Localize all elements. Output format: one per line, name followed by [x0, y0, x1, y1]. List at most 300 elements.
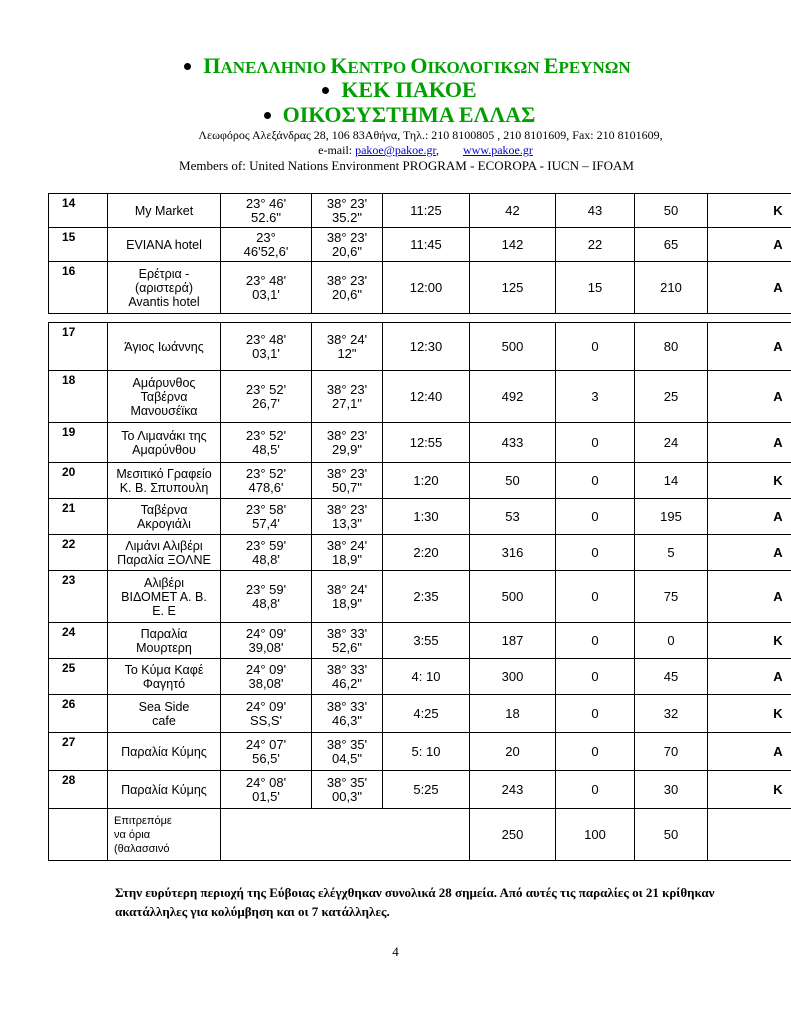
latitude	[312, 695, 383, 733]
cell-value: 187	[501, 632, 524, 648]
empty-cell	[221, 809, 470, 861]
cell-line: 57,4'	[252, 515, 280, 531]
limit-value-2	[556, 809, 635, 861]
cell-value: 125	[501, 279, 524, 295]
cell-value: K	[773, 632, 783, 648]
cell-value: 0	[591, 544, 599, 560]
cell-value: K	[773, 705, 783, 721]
cell-value: 210	[660, 279, 682, 295]
cell-value: 0	[591, 338, 599, 354]
cell-line: 38° 23'	[326, 427, 368, 443]
sample-time	[383, 499, 470, 535]
cell-line: 23° 48'	[245, 331, 287, 347]
ecosystem-line	[8, 102, 791, 128]
value-3	[635, 262, 708, 314]
limits-row	[49, 809, 791, 861]
sample-number	[49, 623, 108, 659]
location-name	[108, 733, 221, 771]
cell-line: My Market	[134, 203, 194, 218]
cell-value: 0	[667, 632, 675, 648]
cell-value: 195	[660, 508, 682, 524]
table-row	[49, 423, 791, 463]
cell-line: 52.6"	[251, 209, 281, 225]
location-name	[108, 571, 221, 623]
cell-value: 0	[591, 668, 599, 684]
table-row	[49, 659, 791, 695]
sample-number	[49, 228, 108, 262]
cell-value: A	[773, 544, 783, 560]
cell-value: 3:55	[413, 632, 439, 648]
table-row	[49, 228, 791, 262]
limit-value-1	[470, 809, 556, 861]
location-name	[108, 695, 221, 733]
category	[708, 262, 791, 314]
cell-value: 11:25	[410, 202, 442, 218]
cell-value: 18	[505, 705, 520, 721]
value-3	[635, 423, 708, 463]
sample-time	[383, 695, 470, 733]
cell-line: Ταβέρνα	[140, 389, 188, 404]
cell-line: 38° 23'	[326, 195, 368, 211]
cell-value: 12:40	[409, 388, 443, 404]
table-row	[49, 771, 791, 809]
cell-value: 80	[663, 338, 679, 354]
value-2	[556, 463, 635, 499]
cell-value: K	[773, 781, 783, 797]
cell-value: A	[773, 338, 783, 354]
cell-value: 243	[501, 781, 524, 797]
limit-value-3	[635, 809, 708, 861]
address: Λεωφόρος Αλεξάνδρας 28, 106 83Αθήνα, Τηλ.: 210 8100805 , 210 8101609, Fax: 210 8101609,	[198, 128, 663, 142]
value-2	[556, 535, 635, 571]
cell-line: 56,5'	[252, 750, 280, 766]
sample-time	[383, 194, 470, 228]
value-1	[470, 535, 556, 571]
cell-line: 38° 24'	[326, 331, 368, 347]
cell-line: 38° 23'	[326, 465, 368, 481]
cell-line: 18,9"	[332, 551, 362, 567]
sample-time	[383, 323, 470, 371]
value-2	[556, 194, 635, 228]
cell-line: 23°	[256, 229, 276, 245]
category	[708, 371, 791, 423]
cell-value: 0	[591, 781, 599, 797]
cell-value: 26	[62, 697, 76, 711]
cell-value: 316	[501, 544, 524, 560]
cell-line: 00,3"	[332, 788, 362, 804]
longitude	[221, 423, 312, 463]
longitude	[221, 571, 312, 623]
location-name	[108, 499, 221, 535]
cell-line: 38,08'	[248, 675, 284, 691]
latitude	[312, 463, 383, 499]
sample-time	[383, 571, 470, 623]
cell-line: 39,08'	[248, 639, 284, 655]
cell-value: 1:20	[413, 472, 439, 488]
cell-value: A	[773, 236, 783, 252]
cell-value: 17	[62, 325, 76, 339]
sample-time	[383, 262, 470, 314]
cell-line: 20,6"	[332, 286, 362, 302]
cell-line: ΒΙΔΟΜΕΤ Α. Β.	[121, 589, 207, 604]
cell-value: 0	[591, 743, 599, 759]
value-1	[470, 771, 556, 809]
value-2	[556, 371, 635, 423]
cell-line: Λιμάνι Αλιβέρι	[125, 538, 203, 553]
cell-value: A	[773, 588, 783, 604]
table-row	[49, 733, 791, 771]
cell-line: SS,S'	[249, 712, 283, 728]
cell-line: 38° 33'	[326, 661, 368, 677]
cell-value: 1:30	[413, 508, 439, 524]
cell-value: 43	[587, 202, 603, 218]
cell-line: 46,2"	[332, 675, 362, 691]
cell-value: 18	[62, 373, 76, 387]
category	[708, 733, 791, 771]
cell-value: 500	[501, 588, 524, 604]
cell-line: cafe	[152, 713, 176, 728]
cell-line: 38° 23'	[326, 229, 368, 245]
cell-value: 4:25	[413, 705, 439, 721]
cell-value: 250	[501, 826, 524, 842]
cell-value: 50	[505, 472, 520, 488]
cell-line: 13,3"	[332, 515, 362, 531]
sample-number	[49, 194, 108, 228]
cell-value: 22	[587, 236, 603, 252]
value-3	[635, 228, 708, 262]
cell-line: 23° 52'	[245, 465, 287, 481]
cell-line: 38° 35'	[326, 774, 368, 790]
sample-number	[49, 695, 108, 733]
latitude	[312, 623, 383, 659]
cell-value: 50	[663, 202, 679, 218]
value-3	[635, 323, 708, 371]
kek-name: ΚΕΚ ΠΑΚΟΕ	[341, 77, 477, 102]
sample-time	[383, 659, 470, 695]
cell-line: 478,6'	[248, 479, 284, 495]
category	[708, 323, 791, 371]
cell-value: 24	[62, 625, 76, 639]
table-row	[49, 323, 791, 371]
cell-value: 14	[663, 472, 679, 488]
cell-value: 42	[505, 202, 520, 218]
cell-line: (αριστερά)	[134, 280, 193, 295]
value-1	[470, 371, 556, 423]
value-1	[470, 733, 556, 771]
cell-value: 2:20	[413, 544, 439, 560]
longitude	[221, 535, 312, 571]
empty-cell	[49, 809, 108, 861]
sample-time	[383, 371, 470, 423]
cell-line: Επιτρεπόμε	[114, 814, 172, 827]
memberships: Members of: United Nations Environment PROGRAM - ECOROPA - IUCN – IFOAM	[179, 158, 634, 173]
value-2	[556, 423, 635, 463]
sample-number	[49, 423, 108, 463]
cell-value: 433	[501, 434, 524, 450]
latitude	[312, 371, 383, 423]
cell-value: 500	[501, 338, 524, 354]
sample-time	[383, 623, 470, 659]
cell-line: Κ. Β. Σπυπουλη	[119, 480, 209, 495]
cell-line: 27,1"	[332, 395, 362, 411]
value-1	[470, 499, 556, 535]
summary-text: Στην ευρύτερη περιοχή της Εύβοιας ελέγχθηκαν συνολικά 28 σημεία. Από αυτές τις παραλίες οι 21 κρίθηκαν ακατάλληλες για κολύμβηση και οι 7 κατάλληλες.	[115, 885, 715, 919]
value-2	[556, 733, 635, 771]
cell-value: 28	[62, 773, 76, 787]
org-name: ΠΑΝΕΛΛΗΝΙΟ ΚΕΝΤΡΟ ΟΙΚΟΛΟΓΙΚΩΝ ΕΡΕΥΝΩΝ	[203, 53, 631, 78]
location-name	[108, 262, 221, 314]
location-name	[108, 194, 221, 228]
cell-value: 142	[501, 236, 524, 252]
sample-time	[383, 228, 470, 262]
value-3	[635, 194, 708, 228]
location-name	[108, 371, 221, 423]
empty-cell	[708, 809, 791, 861]
cell-value: 12:55	[409, 434, 443, 450]
category	[708, 659, 791, 695]
cell-value: K	[773, 202, 783, 218]
value-1	[470, 228, 556, 262]
value-3	[635, 571, 708, 623]
contact-row: e-mail: pakoe@pakoe.gr, www.pakoe.gr	[318, 143, 533, 157]
sample-number	[49, 771, 108, 809]
sample-number	[49, 262, 108, 314]
cell-value: 32	[663, 705, 679, 721]
longitude	[221, 623, 312, 659]
cell-value: 15	[62, 230, 76, 244]
cell-line: (θαλασσινό	[114, 842, 170, 855]
cell-value: 12:30	[409, 338, 443, 354]
cell-value: 0	[591, 472, 599, 488]
value-2	[556, 771, 635, 809]
latitude	[312, 535, 383, 571]
cell-line: Ακρογιάλι	[137, 516, 191, 531]
category	[708, 771, 791, 809]
cell-line: 23° 58'	[245, 501, 287, 517]
cell-line: 23° 59'	[245, 537, 287, 553]
value-1	[470, 423, 556, 463]
cell-value: 20	[505, 743, 520, 759]
cell-value: 5: 10	[411, 743, 441, 759]
value-3	[635, 623, 708, 659]
cell-value: 25	[62, 661, 76, 675]
cell-line: 38° 33'	[326, 625, 368, 641]
value-3	[635, 659, 708, 695]
value-2	[556, 262, 635, 314]
table-row	[49, 535, 791, 571]
value-2	[556, 323, 635, 371]
cell-line: Avantis hotel	[128, 294, 200, 309]
cell-value: A	[773, 388, 783, 404]
sample-number	[49, 499, 108, 535]
cell-value: 0	[591, 588, 599, 604]
cell-line: Παραλία Κύμης	[121, 744, 207, 759]
cell-line: Μεσιτικό Γραφείο	[116, 466, 212, 481]
cell-value: 27	[62, 735, 76, 749]
value-2	[556, 499, 635, 535]
cell-line: Sea Side	[138, 699, 190, 714]
cell-line: 23° 59'	[245, 581, 287, 597]
category	[708, 228, 791, 262]
cell-value: 11:45	[410, 236, 442, 252]
limits-label	[108, 809, 221, 861]
cell-value: A	[773, 434, 783, 450]
cell-value: A	[773, 279, 783, 295]
ecosystem-name: ΟΙΚΟΣΥΣΤΗΜΑ ΕΛΛΑΣ	[282, 102, 536, 127]
cell-value: 14	[62, 196, 76, 210]
cell-line: Αμαρύνθου	[132, 442, 196, 457]
table-row	[49, 623, 791, 659]
results-table-part-1	[48, 193, 791, 314]
cell-line: Το Λιμανάκι της	[121, 428, 207, 443]
latitude	[312, 423, 383, 463]
cell-value: 65	[663, 236, 679, 252]
page-number: 4	[392, 944, 399, 959]
org-name-line	[24, 54, 791, 78]
longitude	[221, 323, 312, 371]
table-row	[49, 499, 791, 535]
value-2	[556, 228, 635, 262]
cell-value: 50	[663, 826, 679, 842]
cell-line: Ε. Ε	[152, 603, 176, 618]
sample-number	[49, 323, 108, 371]
cell-line: Παραλία	[140, 626, 188, 641]
cell-line: 52,6"	[332, 639, 362, 655]
cell-value: 4: 10	[411, 668, 441, 684]
cell-value: 24	[663, 434, 679, 450]
cell-line: 24° 09'	[245, 625, 287, 641]
table-row	[49, 262, 791, 314]
cell-line: 38° 23'	[326, 381, 368, 397]
longitude	[221, 771, 312, 809]
value-1	[470, 323, 556, 371]
sample-number	[49, 733, 108, 771]
cell-value: 16	[62, 264, 76, 278]
cell-line: Παραλία Κύμης	[121, 782, 207, 797]
cell-line: Μανουσέϊκα	[130, 403, 198, 418]
value-3	[635, 771, 708, 809]
cell-line: 46'52,6'	[243, 243, 289, 259]
sample-number	[49, 463, 108, 499]
cell-value: 22	[62, 537, 76, 551]
cell-value: 5:25	[413, 781, 439, 797]
sample-number	[49, 659, 108, 695]
cell-value: 19	[62, 425, 76, 439]
latitude	[312, 659, 383, 695]
location-name	[108, 623, 221, 659]
cell-line: 23° 48'	[245, 272, 287, 288]
location-name	[108, 659, 221, 695]
category	[708, 194, 791, 228]
table-row	[49, 371, 791, 423]
cell-line: 35.2"	[332, 209, 362, 225]
cell-line: 46,3"	[332, 712, 362, 728]
cell-line: 38° 23'	[326, 501, 368, 517]
category	[708, 499, 791, 535]
cell-line: EVIANA hotel	[126, 237, 202, 252]
cell-value: 25	[663, 388, 679, 404]
cell-line: 24° 08'	[245, 774, 287, 790]
location-name	[108, 463, 221, 499]
latitude	[312, 571, 383, 623]
website-link[interactable]: www.pakoe.gr	[462, 143, 533, 157]
value-3	[635, 733, 708, 771]
email-link[interactable]: pakoe@pakoe.gr	[355, 143, 436, 157]
latitude	[312, 499, 383, 535]
cell-value: 300	[501, 668, 524, 684]
value-3	[635, 499, 708, 535]
bullet-icon	[264, 112, 271, 119]
latitude	[312, 323, 383, 371]
cell-value: A	[773, 508, 783, 524]
longitude	[221, 228, 312, 262]
cell-line: 04,5"	[332, 750, 362, 766]
cell-line: 03,1'	[252, 286, 280, 302]
longitude	[221, 659, 312, 695]
cell-line: 26,7'	[252, 395, 280, 411]
cell-line: 03,1'	[252, 345, 280, 361]
cell-line: 48,8'	[252, 595, 280, 611]
category	[708, 423, 791, 463]
cell-value: 30	[663, 781, 679, 797]
cell-value: 0	[591, 705, 599, 721]
cell-line: 38° 33'	[326, 698, 368, 714]
cell-line: 38° 24'	[326, 537, 368, 553]
cell-value: 492	[501, 388, 524, 404]
sample-number	[49, 371, 108, 423]
value-1	[470, 194, 556, 228]
category	[708, 571, 791, 623]
latitude	[312, 771, 383, 809]
cell-value: 3	[591, 388, 599, 404]
category	[708, 695, 791, 733]
cell-line: Το Κύμα Καφέ	[124, 662, 204, 677]
location-name	[108, 228, 221, 262]
cell-line: 48,5'	[252, 441, 280, 457]
category	[708, 535, 791, 571]
cell-line: Άγιος Ιωάννης	[124, 339, 204, 354]
cell-line: 18,9"	[332, 595, 362, 611]
value-3	[635, 535, 708, 571]
cell-value: 45	[663, 668, 679, 684]
cell-line: Μουρτερη	[136, 640, 192, 655]
latitude	[312, 228, 383, 262]
category	[708, 623, 791, 659]
cell-line: Αμάρυνθος	[132, 375, 196, 390]
sample-time	[383, 733, 470, 771]
bullet-icon	[322, 87, 329, 94]
sample-time	[383, 771, 470, 809]
location-name	[108, 771, 221, 809]
longitude	[221, 194, 312, 228]
longitude	[221, 733, 312, 771]
cell-value: 0	[591, 632, 599, 648]
cell-value: 75	[663, 588, 679, 604]
value-3	[635, 695, 708, 733]
sample-number	[49, 535, 108, 571]
cell-line: Αλιβέρι	[143, 575, 184, 590]
cell-line: 24° 09'	[245, 698, 287, 714]
table-row	[49, 463, 791, 499]
table-row	[49, 695, 791, 733]
cell-line: 38° 35'	[326, 736, 368, 752]
kek-line	[8, 78, 791, 102]
location-name	[108, 323, 221, 371]
longitude	[221, 499, 312, 535]
table-row	[49, 571, 791, 623]
category	[708, 463, 791, 499]
value-1	[470, 262, 556, 314]
